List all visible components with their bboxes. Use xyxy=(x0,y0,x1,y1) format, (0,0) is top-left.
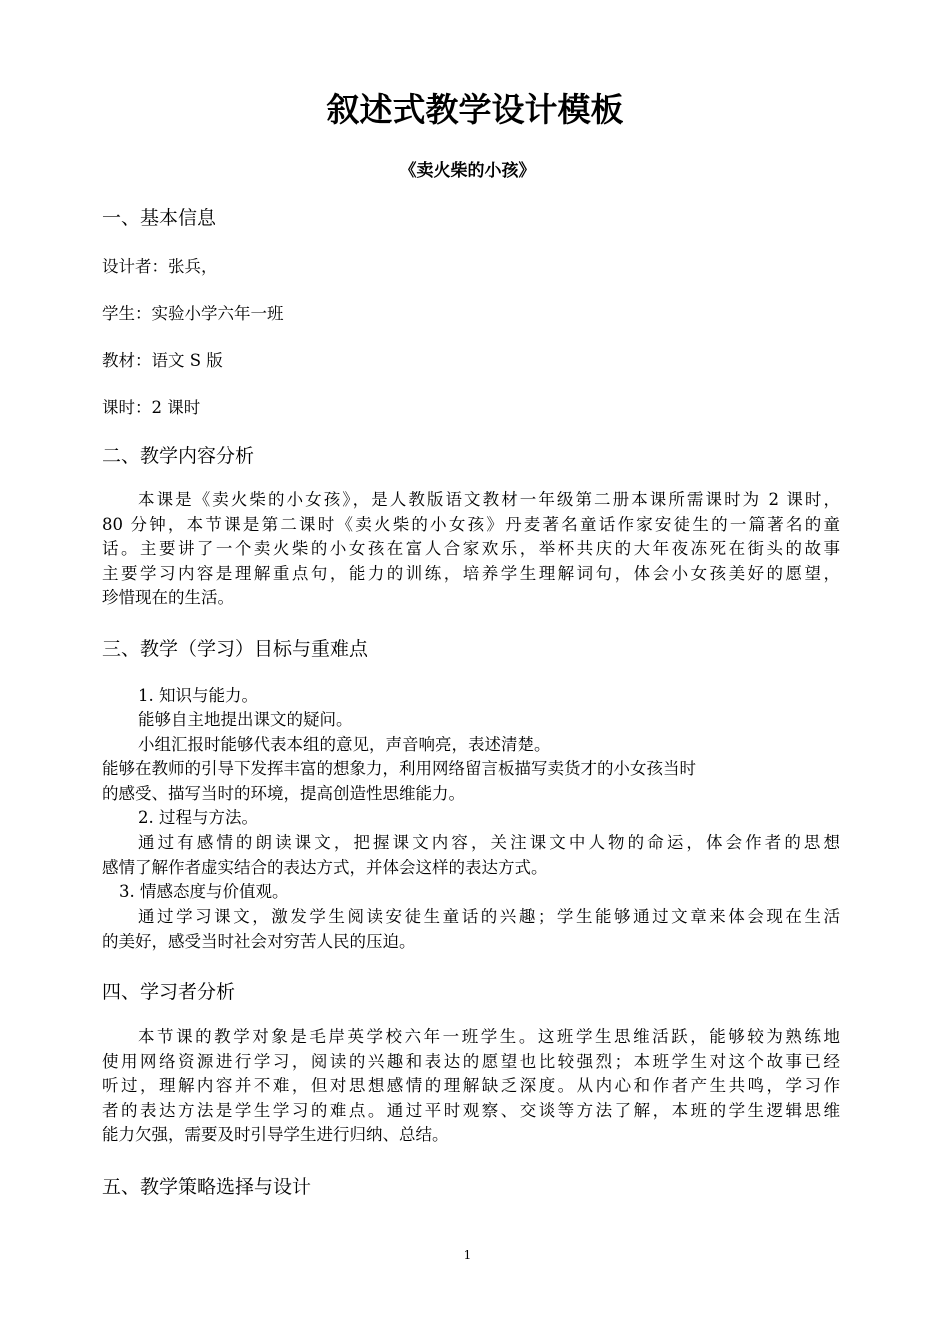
designer-line: 设计者：张兵， xyxy=(102,257,218,276)
paragraph-line: 本课是《卖火柴的小女孩》，是人教版语文教材一年级第二册本课所需课时为 2 课时， xyxy=(138,490,840,509)
objective-1-line: 能够自主地提出课文的疑问。 xyxy=(138,710,353,729)
objective-2-paragraph xyxy=(102,831,840,880)
content-analysis-paragraph xyxy=(102,488,840,611)
paragraph-line: 的美好，感受当时社会对穷苦人民的压迫。 xyxy=(102,931,416,951)
paragraph-line: 听过，理解内容并不难，但对思想感情的理解缺乏深度。从内心和作者产生共鸣，学习作 xyxy=(102,1076,840,1095)
textbook-line: 教材：语文 S 版 xyxy=(102,351,223,370)
document-subtitle: 《卖火柴的小孩》 xyxy=(399,161,536,181)
objective-1-line: 能够在教师的引导下发挥丰富的想象力，利用网络留言板描写卖货才的小女孩当时 xyxy=(102,759,696,778)
objective-1-line: 的感受、描写当时的环境，提高创造性思维能力。 xyxy=(102,784,465,803)
objective-3-label: 3. 情感态度与价值观。 xyxy=(119,882,289,901)
paragraph-line: 通过有感情的朗读课文，把握课文内容，关注课文中人物的命运，体会作者的思想 xyxy=(138,833,840,852)
page-number: 1 xyxy=(463,1248,472,1262)
paragraph-line: 80 分钟，本节课是第二课时《卖火柴的小女孩》丹麦著名童话作家安徒生的一篇著名的童 xyxy=(102,514,840,534)
paragraph-line: 通过学习课文，激发学生阅读安徒生童话的兴趣；学生能够通过文章来体会现在生活 xyxy=(138,907,840,926)
paragraph-line: 感情了解作者虚实结合的表达方式，并体会这样的表达方式。 xyxy=(102,857,548,877)
section-heading-content-analysis: 二、教学内容分析 xyxy=(102,445,255,467)
section-heading-basic-info: 一、基本信息 xyxy=(102,207,217,229)
learner-analysis-paragraph xyxy=(102,1025,840,1148)
section-heading-strategy: 五、教学策略选择与设计 xyxy=(102,1176,312,1198)
students-line: 学生：实验小学六年一班 xyxy=(102,304,284,323)
objective-2-label: 2. 过程与方法。 xyxy=(138,808,258,827)
paragraph-line: 使用网络资源进行学习，阅读的兴趣和表达的愿望也比较强烈；本班学生对这个故事已经 xyxy=(102,1051,840,1071)
paragraph-line: 珍惜现在的生活。 xyxy=(102,588,234,607)
objective-1-label: 1. 知识与能力。 xyxy=(138,686,258,705)
paragraph-line: 主要学习内容是理解重点句，能力的训练，培养学生理解词句，体会小女孩美好的愿望， xyxy=(102,563,840,583)
paragraph-line: 本节课的教学对象是毛岸英学校六年一班学生。这班学生思维活跃，能够较为熟练地 xyxy=(138,1027,840,1046)
hours-line: 课时：2 课时 xyxy=(102,398,201,417)
section-heading-learner-analysis: 四、学习者分析 xyxy=(102,981,236,1003)
document-title: 叙述式教学设计模板 xyxy=(326,90,624,129)
objective-3-paragraph xyxy=(102,905,840,954)
objective-1-line: 小组汇报时能够代表本组的意见，声音响亮，表述清楚。 xyxy=(138,735,551,754)
paragraph-line: 者的表达方法是学生学习的难点。通过平时观察、交谈等方法了解，本班的学生逻辑思维 xyxy=(102,1100,840,1120)
paragraph-line: 话。主要讲了一个卖火柴的小女孩在富人合家欢乐，举杯共庆的大年夜冻死在街头的故事 xyxy=(102,539,840,558)
paragraph-line: 能力欠强，需要及时引导学生进行归纳、总结。 xyxy=(102,1125,449,1144)
section-heading-objectives: 三、教学（学习）目标与重难点 xyxy=(102,638,369,660)
